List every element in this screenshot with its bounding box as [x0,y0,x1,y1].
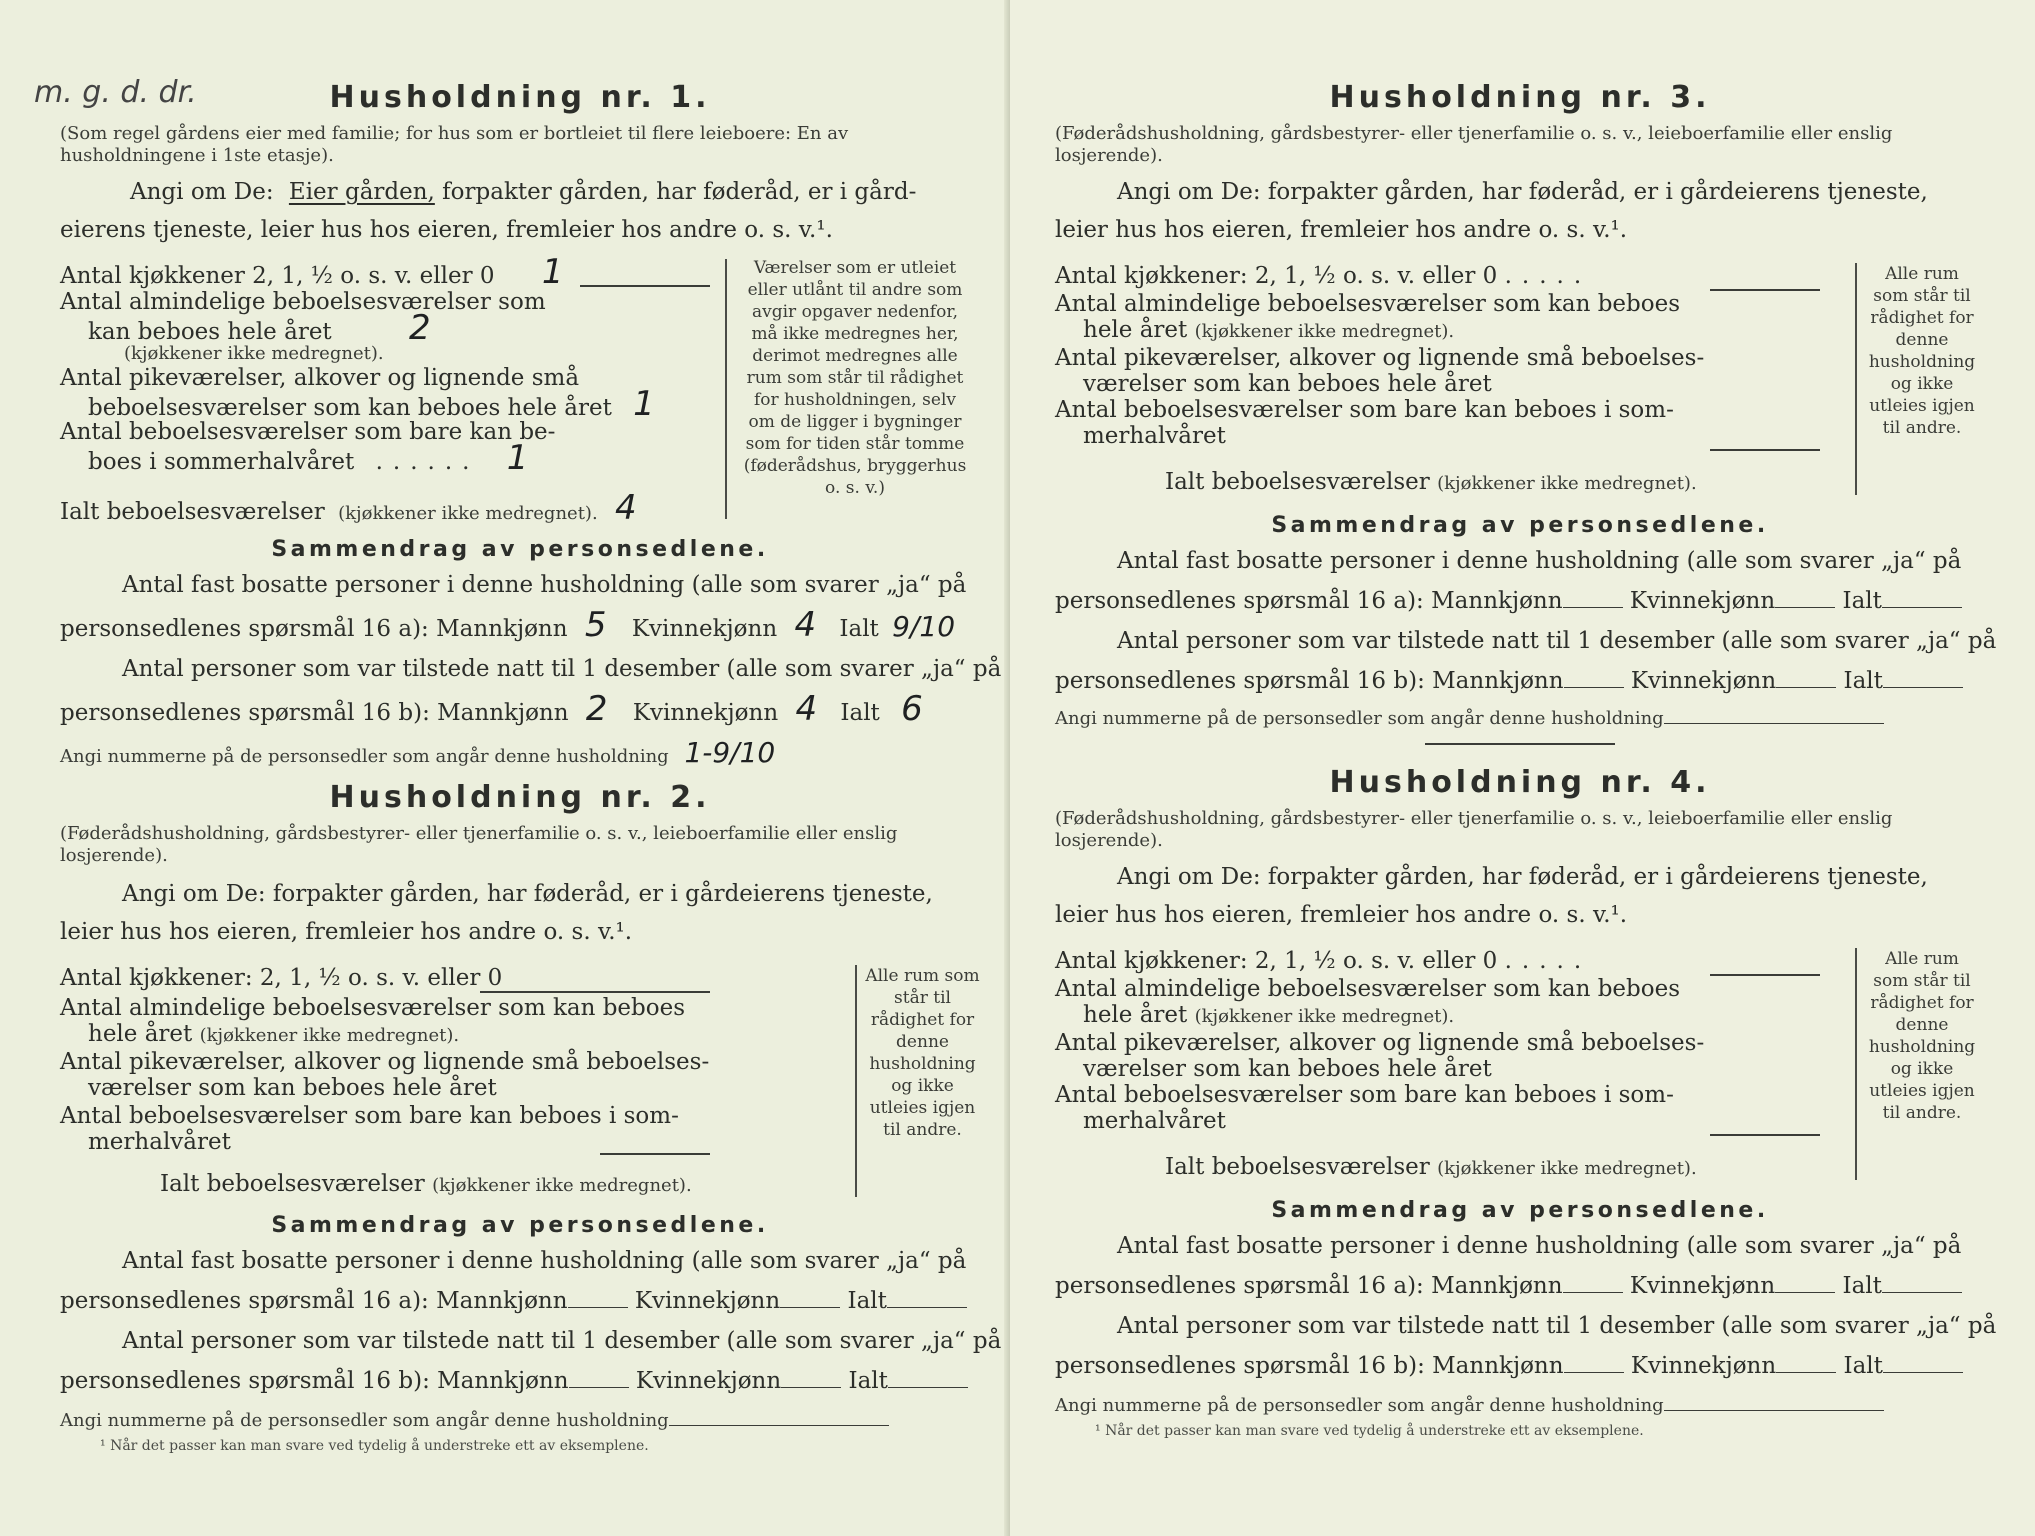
small-rooms-label-2: værelser som kan beboes hele året [88,1075,497,1101]
household-3-present-line1: Antal personer som var tilstede natt til 1 desember (alle som svarer „ja“ på [1117,628,1997,654]
left-page [0,0,1010,1536]
summer-label-1: Antal beboelsesværelser som bare kan be- [60,419,556,445]
total-row: Ialt beboelsesværelser (kjøkkener ikke medregnet). [160,1171,692,1197]
kitchens-label: Antal kjøkkener: 2, 1, ½ o. s. v. eller 0 ..... [1055,948,1592,974]
household-2-present-line2: personsedlenes spørsmål 16 b): Mannkjønn Kvinnekjønn Ialt [60,1368,980,1394]
right-page [1010,0,2035,1536]
household-3-title: Husholdning nr. 3. [1329,80,1711,115]
side-brace [725,259,727,519]
summer-label-2: merhalvåret [1083,423,1226,449]
side-brace [1855,948,1857,1180]
household-4-angi-line1: Angi om De: forpakter gården, har føderåd, er i gårdeierens tjeneste, [1117,864,1928,890]
rooms-label-1: Antal almindelige beboelsesværelser som kan beboes [1055,291,1681,317]
household-1-title: Husholdning nr. 1. [329,80,711,115]
household-4-note: (Føderådshusholdning, gårdsbestyrer- eller tjenerfamilie o. s. v., leieboerfamilie eller enslig losjerende). [1055,808,1893,851]
household-1-angi-line [60,179,980,205]
household-1-rooms [60,252,980,529]
small-rooms-label-2: beboelsesværelser som kan beboes hele året 1 [88,384,655,424]
household-1-side-note: Værelser som er utleiet eller utlånt til andre som avgir opgaver nedenfor, må ikke medregnes her, derimot medregnes alle rum som står til rådighet for husholdningen, selv om de ligger i bygninger som for tiden står tomme (føderådshus, bryggerhus o. s. v.) [743,258,967,498]
summer-value: 1 [506,438,529,478]
summer-label-2: boes i sommerhalvåret ...... 1 [88,438,529,478]
summer-line [1710,1134,1820,1136]
household-2-angi-line1: Angi om De: forpakter gården, har føderåd, er i gårdeierens tjeneste, [122,881,933,907]
household-2-summary-title: Sammendrag av personsedlene. [271,1213,769,1238]
total-row: Ialt beboelsesværelser (kjøkkener ikke medregnet). [1165,469,1697,495]
household-1-fast-line2: personsedlenes spørsmål 16 a): Mannkjønn 5 Kvinnekjønn 4 Ialt 9/10 [60,605,956,645]
present-female-value: 4 [795,689,818,729]
summer-label-2: merhalvåret [1083,1108,1226,1134]
rooms-label-2: hele året (kjøkkener ikke medregnet). [1083,317,1455,343]
household-1-angi-line2: eierens tjeneste, leier hus hos eieren, fremleier hos andre o. s. v.¹. [60,217,833,243]
household-4-rooms [1055,948,1985,1180]
household-3-present-line2: personsedlenes spørsmål 16 b): Mannkjønn Kvinnekjønn Ialt [1055,668,1985,694]
summer-label-1: Antal beboelsesværelser som bare kan beboes i som- [60,1103,679,1129]
household-2-title: Husholdning nr. 2. [329,780,711,815]
household-4-side-note: Alle rum som står til rådighet for denne husholdning og ikke utleies igjen til andre. [1868,949,1976,1123]
household-3-note: (Føderådshusholdning, gårdsbestyrer- eller tjenerfamilie o. s. v., leieboerfamilie eller enslig losjerende). [1055,123,1893,166]
kitchens-label: Antal kjøkkener: 2, 1, ½ o. s. v. eller 0 [60,965,503,991]
household-3 [1055,80,1997,730]
handwritten-corner-note: m. g. d. dr. [34,75,197,110]
household-4-title: Husholdning nr. 4. [1329,765,1711,800]
summer-label-1: Antal beboelsesværelser som bare kan beboes i som- [1055,397,1674,423]
household-2-fast-line1: Antal fast bosatte personer i denne husholdning (alle som svarer „ja“ på [122,1248,967,1274]
household-1-numbers: Angi nummerne på de personsedler som angår denne husholdning 1-9/10 [60,736,776,769]
household-4-angi-line2: leier hus hos eieren, fremleier hos andre o. s. v.¹. [1055,902,1628,928]
small-rooms-label-1: Antal pikeværelser, alkover og lignende små beboelses- [60,1049,710,1075]
side-brace [855,965,857,1197]
household-4-present-line1: Antal personer som var tilstede natt til 1 desember (alle som svarer „ja“ på [1117,1313,1997,1339]
household-2-angi-line2: leier hus hos eieren, fremleier hos andre o. s. v.¹. [60,919,633,945]
household-3-side-note: Alle rum som står til rådighet for denne husholdning og ikke utleies igjen til andre. [1868,264,1976,438]
household-1-fast-line1: Antal fast bosatte personer i denne husholdning (alle som svarer „ja“ på [122,572,967,598]
household-2-numbers: Angi nummerne på de personsedler som angår denne husholdning [60,1410,980,1432]
total-label: Ialt beboelsesværelser [60,499,325,525]
fast-female-value: 4 [794,605,817,645]
rooms-note: (kjøkkener ikke medregnet). [124,343,384,364]
angi-prefix: Angi om De: [130,179,274,205]
kitchens-line [580,285,710,287]
household-1-present-line1: Antal personer som var tilstede natt til 1 desember (alle som svarer „ja“ på [122,656,1002,682]
household-2-fast-line2: personsedlenes spørsmål 16 a): Mannkjønn Kvinnekjønn Ialt [60,1288,980,1314]
total-value: 4 [614,488,637,528]
household-1-present-line2: personsedlenes spørsmål 16 b): Mannkjønn 2 Kvinnekjønn 4 Ialt 6 [60,689,923,729]
household-4 [1055,765,1997,1439]
present-total-value: 6 [901,689,923,729]
summer-line [600,1153,710,1155]
present-male-value: 2 [585,689,608,729]
household-4-summary-title: Sammendrag av personsedlene. [1271,1198,1769,1223]
small-rooms-label-1: Antal pikeværelser, alkover og lignende små beboelses- [1055,345,1705,371]
rooms-label-1: Antal almindelige beboelsesværelser som [60,289,546,315]
summer-label-1: Antal beboelsesværelser som bare kan beboes i som- [1055,1082,1674,1108]
summer-label-2: merhalvåret [88,1129,231,1155]
total-row: Ialt beboelsesværelser (kjøkkener ikke medregnet). [1165,1154,1697,1180]
household-1-note: (Som regel gårdens eier med familie; for hus som er bortleiet til flere leieboere: En av husholdningene i 1ste etasje). [60,123,849,166]
rooms-label-2: hele året (kjøkkener ikke medregnet). [1083,1002,1455,1028]
rooms-value: 2 [408,308,431,348]
side-brace [1855,263,1857,495]
total-note: (kjøkkener ikke medregnet). [338,503,598,524]
household-4-fast-line2: personsedlenes spørsmål 16 a): Mannkjønn Kvinnekjønn Ialt [1055,1273,1985,1299]
rooms-label-1: Antal almindelige beboelsesværelser som kan beboes [1055,976,1681,1002]
angi-rest: forpakter gården, har føderåd, er i gård- [442,179,917,205]
small-rooms-label-1: Antal pikeværelser, alkover og lignende små [60,365,580,391]
household-3-summary-title: Sammendrag av personsedlene. [1271,513,1769,538]
small-rooms-label-2: værelser som kan beboes hele året [1083,1056,1492,1082]
rooms-label-1: Antal almindelige beboelsesværelser som kan beboes [60,995,686,1021]
numbers-value: 1-9/10 [684,736,776,769]
household-3-numbers: Angi nummerne på de personsedler som angår denne husholdning [1055,708,1985,730]
right-footnote: ¹ Når det passer kan man svare ved tydelig å understreke ett av eksemplene. [1095,1423,1644,1439]
rooms-label-2: kan beboes hele året 2 [88,308,431,348]
household-4-present-line2: personsedlenes spørsmål 16 b): Mannkjønn Kvinnekjønn Ialt [1055,1353,1985,1379]
household-2-present-line1: Antal personer som var tilstede natt til 1 desember (alle som svarer „ja“ på [122,1328,1002,1354]
rooms-label-2: hele året (kjøkkener ikke medregnet). [88,1021,460,1047]
household-1-summary-title: Sammendrag av personsedlene. [271,537,769,562]
household-2-side-note: Alle rum som står til rådighet for denne husholdning og ikke utleies igjen til andre. [865,966,980,1140]
left-footnote: ¹ Når det passer kan man svare ved tydelig å understreke ett av eksemplene. [100,1438,649,1454]
household-3-fast-line1: Antal fast bosatte personer i denne husholdning (alle som svarer „ja“ på [1117,548,1962,574]
household-3-angi-line1: Angi om De: forpakter gården, har føderåd, er i gårdeierens tjeneste, [1117,179,1928,205]
angi-answer: Eier gården, [288,179,435,205]
household-1 [60,80,1002,769]
kitchens-row [60,252,564,292]
kitchens-label: Antal kjøkkener: 2, 1, ½ o. s. v. eller 0 ..... [1055,263,1592,289]
kitchens-line [1710,289,1820,291]
small-rooms-label-2: værelser som kan beboes hele året [1083,371,1492,397]
kitchens-line [1710,974,1820,976]
small-rooms-value: 1 [633,384,655,424]
section-divider [1425,743,1615,745]
household-3-angi-line2: leier hus hos eieren, fremleier hos andre o. s. v.¹. [1055,217,1628,243]
total-row [60,488,637,528]
household-4-fast-line1: Antal fast bosatte personer i denne husholdning (alle som svarer „ja“ på [1117,1233,1962,1259]
kitchens-value: 1 [541,252,564,292]
household-2-rooms [60,965,980,1197]
fast-total-value: 9/10 [892,610,956,643]
kitchens-label: Antal kjøkkener 2, 1, ½ o. s. v. eller 0 [60,263,495,289]
household-4-numbers: Angi nummerne på de personsedler som angår denne husholdning [1055,1395,1985,1417]
fast-male-value: 5 [584,605,607,645]
household-2 [60,780,1002,1454]
household-3-rooms [1055,263,1985,495]
household-2-note: (Føderådshusholdning, gårdsbestyrer- eller tjenerfamilie o. s. v., leieboerfamilie eller enslig losjerende). [60,823,898,866]
small-rooms-label-1: Antal pikeværelser, alkover og lignende små beboelses- [1055,1030,1705,1056]
summer-line [1710,449,1820,451]
kitchens-line [480,991,710,993]
household-3-fast-line2: personsedlenes spørsmål 16 a): Mannkjønn Kvinnekjønn Ialt [1055,588,1985,614]
